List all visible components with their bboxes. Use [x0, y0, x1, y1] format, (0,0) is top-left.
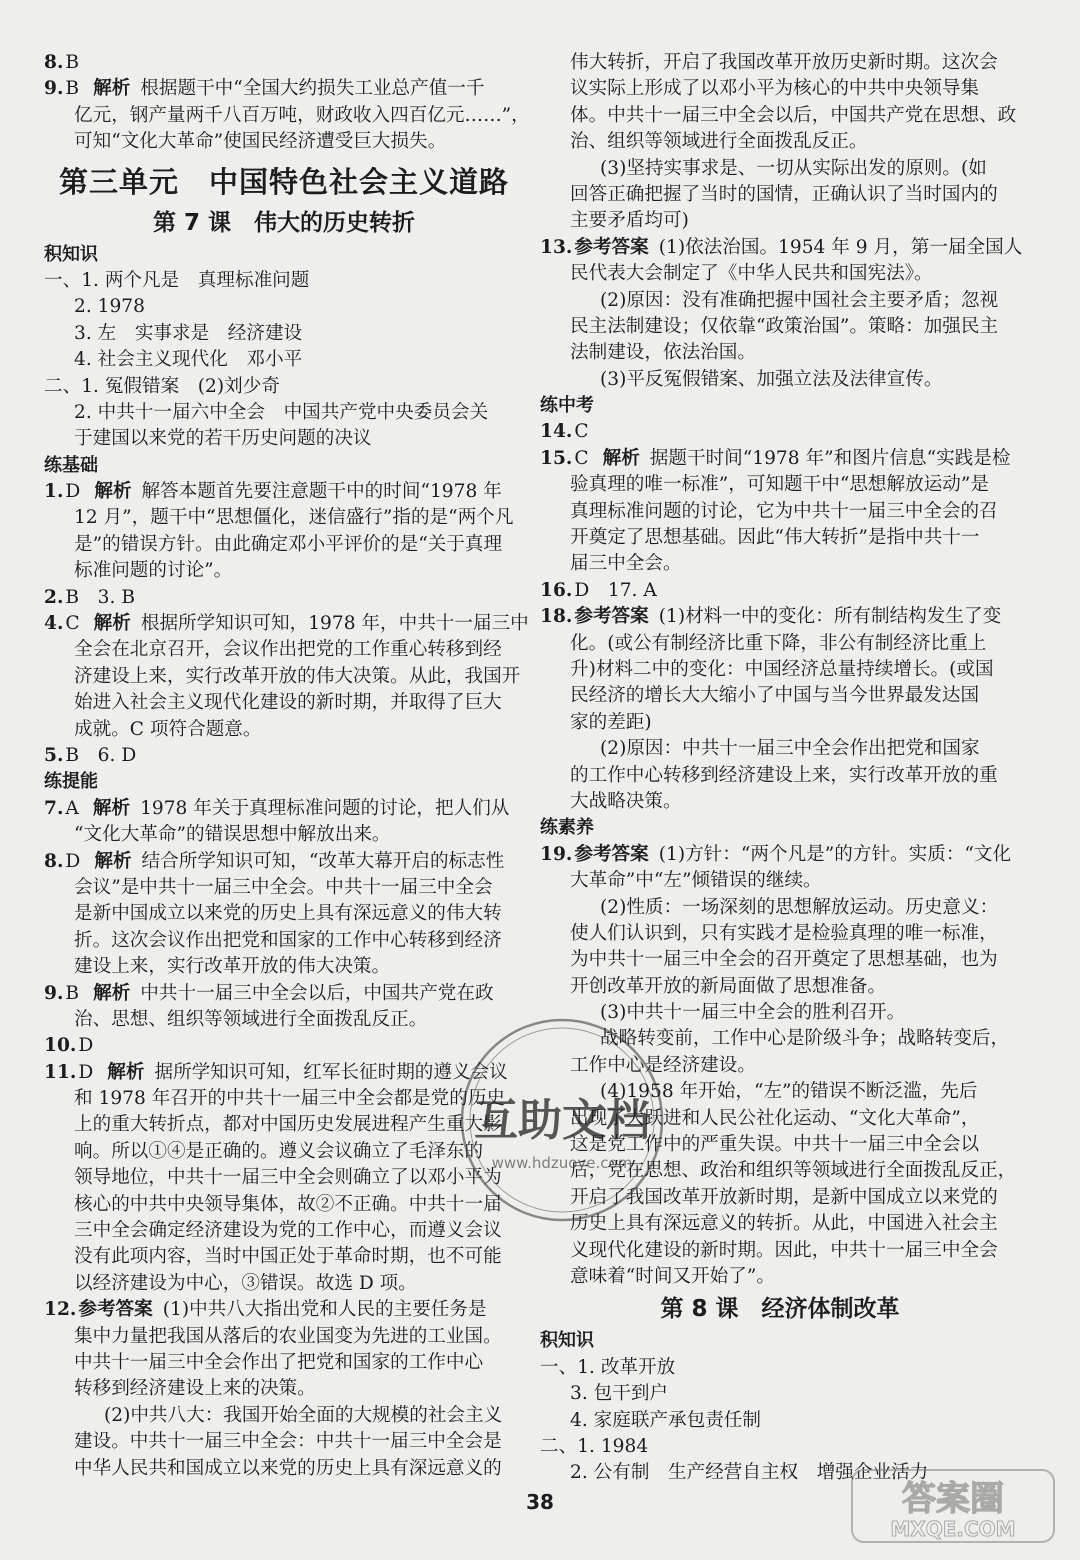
line-text: 3. 包干到户: [570, 1383, 669, 1405]
line-text: 开奠定了思想基础。因此“伟大转折”是指中共十一: [570, 527, 980, 549]
line-text: 化。(或公有制经济比重下降，非公有制经济比重上: [570, 632, 987, 654]
answer-text: (1)材料一中的变化：所有制结构发生了变: [658, 606, 1002, 628]
text-line: [44, 1112, 524, 1138]
text-line: [540, 288, 1020, 314]
line-text: 民主法制建设；仅依靠“政策治国”。策略：加强民主: [570, 315, 999, 337]
text-line: [540, 1408, 1020, 1434]
answer-item: [44, 743, 524, 769]
text-line: [540, 1132, 1020, 1158]
line-text: 家的差距): [570, 711, 652, 733]
line-text: 一、1. 改革开放: [540, 1356, 676, 1378]
line-text: 建设。中共十一届三中全会：中共十一届三中全会是: [74, 1431, 502, 1453]
line-text: 这是党工作中的严重失误。中共十一届三中全会以: [570, 1134, 980, 1156]
text-line: [44, 1350, 524, 1376]
answer-label: 解析: [94, 481, 132, 503]
line-text: 大战略决策。: [570, 790, 682, 812]
line-text: 建设上来，实行改革开放的伟大决策。: [74, 956, 391, 978]
answer-label: 参考答案: [574, 606, 649, 628]
line-text: 大革命”中“左”倾错误的继续。: [570, 870, 822, 892]
answer-choice: B 3. B: [65, 586, 135, 608]
answer-text: (1)依法治国。1954 年 9 月，第一届全国人: [658, 236, 1023, 258]
question-number: 18.: [540, 606, 573, 628]
page-number: 38: [526, 1490, 554, 1514]
line-text: 积知识: [44, 243, 98, 265]
line-text: 治、思想、组织等领域进行全面拨乱反正。: [74, 1008, 428, 1030]
line-text: (3)中共十一届三中全会的胜利召开。: [600, 1002, 906, 1024]
answer-item: [44, 585, 524, 611]
line-text: 中共十一届三中全会作出了把党和国家的工作中心: [74, 1351, 484, 1373]
text-line: [44, 1403, 524, 1429]
question-number: 8.: [44, 52, 64, 73]
text-line: [44, 1324, 524, 1350]
text-line: [540, 261, 1020, 287]
answer-choice: C: [574, 421, 589, 443]
text-line: [540, 1079, 1020, 1105]
line-text: 回答正确把握了当时的国情，正确认识了当时国内的: [570, 183, 998, 205]
answer-text: 解答本题首先要注意题干中的时间“1978 年: [141, 481, 502, 503]
text-line: [44, 1218, 524, 1244]
line-text: 可知“文化大革命”使国民经济遭受巨大损失。: [74, 131, 447, 153]
line-text: 没有此项内容，当时中国正处于革命时期，也不可能: [74, 1246, 502, 1268]
text-line: [44, 1244, 524, 1270]
question-number: 14.: [540, 421, 573, 443]
line-text: 开启了我国改革开放新时期，是新中国成立以来党的: [570, 1186, 998, 1208]
text-line: [44, 1007, 524, 1033]
line-text: 后，党在思想、政治和组织等领域进行全面拨乱反正，: [570, 1160, 1017, 1182]
answer-item: [44, 50, 524, 76]
answer-text: (1)中共八大指出党和人民的主要任务是: [162, 1299, 487, 1321]
question-number: 1.: [44, 481, 64, 503]
line-text: 练基础: [44, 454, 98, 476]
text-line: [540, 182, 1020, 208]
text-line: [44, 532, 524, 558]
question-number: 4.: [44, 613, 64, 635]
question-number: 12.: [44, 1299, 77, 1321]
answer-choice: D: [65, 850, 81, 872]
corner-watermark-text: 答案圈: [902, 1479, 1004, 1519]
text-line: [44, 400, 524, 426]
line-text: 3. 左 实事求是 经济建设: [74, 322, 303, 344]
question-number: 15.: [540, 447, 573, 469]
line-text: 练提能: [44, 771, 98, 793]
line-text: 中华人民共和国成立以来党的历史上具有深远意义的: [74, 1457, 502, 1479]
line-text: 集中力量把我国从落后的农业国变为先进的工业国。: [74, 1325, 502, 1347]
text-line: [44, 1456, 524, 1482]
answer-choice: B 6. D: [65, 744, 137, 766]
answer-choice: D: [78, 1035, 94, 1057]
text-line: [44, 103, 530, 129]
line-text: 第三单元 中国特色社会主义道路: [58, 164, 509, 199]
answer-item: [44, 1297, 524, 1323]
answer-label: 解析: [92, 797, 131, 819]
text-line: [540, 657, 1020, 683]
answer-label: 参考答案: [574, 843, 649, 865]
line-text: 治、组织等领域进行全面拨乱反正。: [570, 131, 868, 153]
question-number: 11.: [44, 1061, 77, 1083]
answer-text: (1)方针：“两个凡是”的方针。实质：“文化: [658, 843, 1012, 865]
line-text: 义现代化建设的新时期。因此，中共十一届三中全会: [570, 1239, 998, 1261]
text-line: [540, 1355, 1020, 1381]
line-text: (4)1958 年开始，“左”的错误不断泛滥，先后: [600, 1081, 978, 1103]
answer-text: 中共十一届三中全会以后，中国共产党在政: [140, 982, 494, 1004]
answer-item: [540, 604, 1020, 630]
text-line: [540, 974, 1020, 1000]
text-line: [44, 129, 524, 155]
line-text: 2. 公有制 生产经营自主权 增强企业活力: [570, 1462, 929, 1484]
answer-text: 根据所学知识可知，1978 年，中共十一届三中: [140, 613, 529, 635]
line-text: 使人们认识到，只有实践才是检验真理的唯一标准，: [570, 922, 998, 944]
text-line: [540, 367, 1020, 393]
line-text: 民代表大会制定了《中华人民共和国宪法》。: [570, 263, 933, 285]
question-number: 10.: [44, 1035, 77, 1057]
answer-choice: D: [78, 1061, 94, 1083]
text-line: [540, 763, 1020, 789]
line-text: 体。中共十一届三中全会以后，中国共产党在思想、政: [570, 104, 1017, 126]
text-line: [540, 499, 1020, 525]
line-text: 历史上具有深远意义的转折。从此，中国进入社会主: [570, 1213, 998, 1235]
text-line: [44, 268, 524, 294]
line-text: 2. 中共十一届六中全会 中国共产党中央委员会关: [74, 401, 489, 423]
line-text: 4. 家庭联产承包责任制: [570, 1409, 761, 1431]
question-number: 7.: [44, 797, 64, 819]
line-text: 是”的错误方针。由此确定邓小平评价的是“关于真理: [74, 533, 503, 555]
text-line: [540, 710, 1020, 736]
text-line: [44, 664, 524, 690]
text-line: [44, 717, 524, 743]
text-line: [540, 1026, 1020, 1052]
text-line: [540, 631, 1020, 657]
text-line: [44, 558, 524, 584]
lesson-title: [44, 204, 524, 242]
line-text: 会议”是中共十一届三中全会。中共十一届三中全会: [74, 876, 493, 898]
line-text: (2)中共八大：我国开始全面的大规模的社会主义: [104, 1404, 503, 1426]
line-text: 二、1. 冤假错案 (2)刘少奇: [44, 375, 280, 397]
section-heading: [44, 242, 524, 268]
text-line: [44, 1376, 524, 1402]
line-text: 领导地位，中共十一届三中全会则确立了以邓小平为: [74, 1167, 502, 1189]
line-text: 验真理的唯一标准”，可知题干中“思想解放运动”是: [570, 474, 989, 496]
line-text: 出现了大跃进和人民公社化运动、“文化大革命”，: [570, 1107, 980, 1129]
answer-choice: B: [65, 982, 80, 1004]
text-line: [44, 294, 524, 320]
question-number: 8.: [44, 850, 64, 872]
text-line: [540, 314, 1020, 340]
text-line: [540, 789, 1020, 815]
line-text: 意味着“时间又开始了”。: [570, 1265, 775, 1287]
line-text: 全会在北京召开，会议作出把党的工作重心转移到经: [74, 639, 502, 661]
text-line: [44, 690, 524, 716]
text-line: [540, 1211, 1020, 1237]
line-text: 民经济的增长大大缩小了中国与当今世界最发达国: [570, 685, 980, 707]
answer-choice: B: [65, 78, 80, 100]
text-line: [44, 426, 524, 452]
text-line: [44, 1139, 524, 1165]
text-line: [44, 928, 524, 954]
line-text: 以经济建设为中心，③错误。故选 D 项。: [74, 1272, 417, 1294]
line-text: 二、1. 1984: [540, 1435, 649, 1457]
line-text: (2)原因：没有准确把握中国社会主要矛盾；忽视: [600, 289, 999, 311]
text-line: [540, 1460, 1020, 1486]
answer-text: 1978 年关于真理标准问题的讨论，把人们从: [140, 797, 510, 819]
text-line: [540, 1185, 1020, 1211]
text-line: [540, 1238, 1020, 1264]
question-number: 13.: [540, 236, 573, 258]
answer-label: 解析: [602, 447, 640, 469]
question-number: 5.: [44, 744, 64, 766]
line-text: (2)原因：中共十一届三中全会作出把党和国家: [600, 738, 980, 760]
answer-item: [540, 419, 1020, 445]
line-text: 第 8 课 经济体制改革: [660, 1296, 900, 1323]
line-text: 三中全会确定经济建设为党的工作中心，而遵义会议: [74, 1220, 502, 1242]
line-text: 和 1978 年召开的中共十一届三中全会都是党的历史: [74, 1088, 506, 1110]
answer-choice: B: [65, 52, 80, 73]
lesson-title: [540, 1290, 1020, 1328]
corner-watermark-url: MXQE.COM: [890, 1517, 1016, 1541]
line-text: 折。这次会议作出把党和国家的工作中心转移到经济: [74, 929, 502, 951]
text-line: [540, 103, 1020, 129]
answer-choice: A: [65, 797, 79, 819]
line-text: 济建设上来，实行改革开放的伟大决策。从此，我国开: [74, 665, 521, 687]
answer-text: 结合所学知识可知，“改革大幕开启的标志性: [141, 850, 505, 872]
text-line: [44, 822, 524, 848]
text-line: [540, 156, 1020, 182]
section-heading: [540, 1328, 1020, 1354]
answer-item: [44, 479, 524, 505]
answer-item: [44, 1033, 524, 1059]
text-line: [540, 1434, 1020, 1460]
text-line: [44, 1086, 524, 1112]
text-line: [540, 1106, 1020, 1132]
text-line: [540, 947, 1020, 973]
line-text: 的工作中心转移到经济建设上来，实行改革开放的重: [570, 764, 998, 786]
stamp-url: www.hdzuoye.com: [491, 1154, 633, 1172]
answer-text: 据所学知识可知，红军长征时期的遵义会议: [154, 1061, 508, 1083]
answer-choice: C: [574, 447, 589, 469]
question-number: 16.: [540, 579, 573, 601]
section-heading: [44, 453, 524, 479]
text-line: [44, 374, 524, 400]
answer-item: [540, 842, 1020, 868]
question-number: 9.: [44, 982, 64, 1004]
line-text: 第 7 课 伟大的历史转折: [152, 209, 416, 236]
answer-label: 解析: [94, 850, 132, 872]
text-line: [540, 472, 1020, 498]
line-text: 成就。C 项符合题意。: [74, 718, 262, 740]
line-text: 转移到经济建设上来的决策。: [74, 1378, 316, 1400]
line-text: 于建国以来党的若干历史问题的决议: [74, 428, 372, 450]
line-text: 上的重大转折点，都对中国历史发展进程产生重大影: [74, 1114, 502, 1136]
line-text: 练中考: [540, 395, 594, 417]
answer-item: [44, 796, 524, 822]
line-text: 法制建设，依法治国。: [570, 342, 756, 364]
text-line: [540, 208, 1020, 234]
line-text: 伟大转折，开启了我国改革开放历史新时期。这次会: [570, 52, 998, 73]
section-heading: [540, 393, 1020, 419]
text-line: [44, 954, 524, 980]
text-line: [44, 1165, 524, 1191]
answer-label: 参考答案: [574, 236, 649, 258]
line-text: 一、1. 两个凡是 真理标准问题: [44, 269, 310, 291]
text-line: [44, 875, 524, 901]
unit-title: [44, 160, 524, 204]
line-text: 主要矛盾均可): [570, 210, 689, 232]
section-heading: [44, 769, 524, 795]
line-text: 始进入社会主义现代化建设的新时期，并取得了巨大: [74, 692, 502, 714]
text-line: [44, 505, 524, 531]
answer-item: [44, 76, 524, 102]
line-text: 积知识: [540, 1330, 594, 1352]
text-line: [44, 321, 524, 347]
answer-choice: C: [65, 613, 80, 635]
question-number: 19.: [540, 843, 573, 865]
question-number: 2.: [44, 586, 64, 608]
line-text: 为中共十一届三中全会的召开奠定了思想基础，也为: [570, 949, 998, 971]
line-text: 12 月”，题干中“思想僵化，迷信盛行”指的是“两个凡: [74, 507, 514, 529]
answer-label: 解析: [93, 613, 131, 635]
text-line: [540, 50, 1020, 76]
stamp-text: 互助文档: [474, 1095, 650, 1146]
text-line: [540, 895, 1020, 921]
line-text: 亿元，钢产量两千八百万吨，财政收入四百亿元……”，: [74, 104, 530, 126]
line-text: 真理标准问题的讨论，它为中共十一届三中全会的召: [570, 500, 998, 522]
line-text: 标准问题的讨论”。: [74, 560, 233, 582]
line-text: 开创改革开放的新局面做了思想准备。: [570, 975, 887, 997]
line-text: 4. 社会主义现代化 邓小平: [74, 349, 303, 371]
text-line: [540, 868, 1020, 894]
line-text: 升)材料二中的变化：中国经济总量持续增长。(或国: [570, 658, 994, 680]
line-text: 响。所以①④是正确的。遵义会议确立了毛泽东的: [74, 1140, 484, 1162]
line-text: 是新中国成立以来党的历史上具有深远意义的伟大转: [74, 903, 502, 925]
line-text: (3)坚持实事求是、一切从实际出发的原则。(如: [600, 157, 987, 179]
text-line: [540, 1264, 1020, 1290]
question-number: 9.: [44, 78, 64, 100]
text-line: [540, 1158, 1020, 1184]
text-line: [540, 736, 1020, 762]
answer-item: [44, 981, 524, 1007]
answer-item: [540, 446, 1020, 472]
answer-label: 解析: [93, 78, 131, 100]
left-column: [44, 50, 530, 1482]
text-line: [44, 1271, 524, 1297]
text-line: [540, 1000, 1020, 1026]
answer-item: [540, 578, 1020, 604]
text-line: [540, 551, 1020, 577]
text-line: [44, 347, 524, 373]
line-text: 议实际上形成了以邓小平为核心的中共中央领导集: [570, 78, 980, 100]
text-line: [540, 129, 1020, 155]
line-text: 2. 1978: [74, 296, 145, 318]
text-line: [540, 1381, 1020, 1407]
text-line: [540, 76, 1020, 102]
line-text: 工作中心是经济建设。: [570, 1054, 756, 1076]
text-line: [44, 1192, 524, 1218]
line-text: (3)平反冤假错案、加强立法及法律宣传。: [600, 368, 943, 390]
answer-item: [44, 611, 529, 637]
answer-item: [540, 235, 1023, 261]
text-line: [44, 637, 524, 663]
answer-item: [44, 1060, 524, 1086]
text-line: [540, 340, 1020, 366]
answer-label: 参考答案: [78, 1299, 153, 1321]
answer-label: 解析: [93, 982, 131, 1004]
line-text: 练素养: [540, 817, 594, 839]
answer-choice: D: [65, 481, 81, 503]
text-line: [44, 1429, 524, 1455]
line-text: 届三中全会。: [570, 553, 682, 575]
text-line: [540, 921, 1020, 947]
answer-text: 据题干时间“1978 年”和图片信息“实践是检: [649, 447, 1011, 469]
line-text: 核心的中共中央领导集体，故②不正确。中共十一届: [74, 1193, 502, 1215]
text-line: [540, 1053, 1020, 1079]
answer-item: [44, 849, 524, 875]
right-column: [540, 50, 1023, 1487]
text-line: [540, 525, 1020, 551]
line-text: “文化大革命”的错误思想中解放出来。: [74, 824, 391, 846]
section-heading: [540, 815, 1020, 841]
text-line: [44, 901, 524, 927]
text-line: [540, 683, 1020, 709]
answer-text: 根据题干中“全国大约损失工业总产值一千: [140, 78, 485, 100]
answer-label: 解析: [107, 1061, 145, 1083]
line-text: (2)性质：一场深刻的思想解放运动。历史意义：: [600, 896, 999, 918]
line-text: 战略转变前，工作中心是阶级斗争；战略转变后，: [600, 1028, 1010, 1050]
answer-choice: D 17. A: [574, 579, 657, 601]
